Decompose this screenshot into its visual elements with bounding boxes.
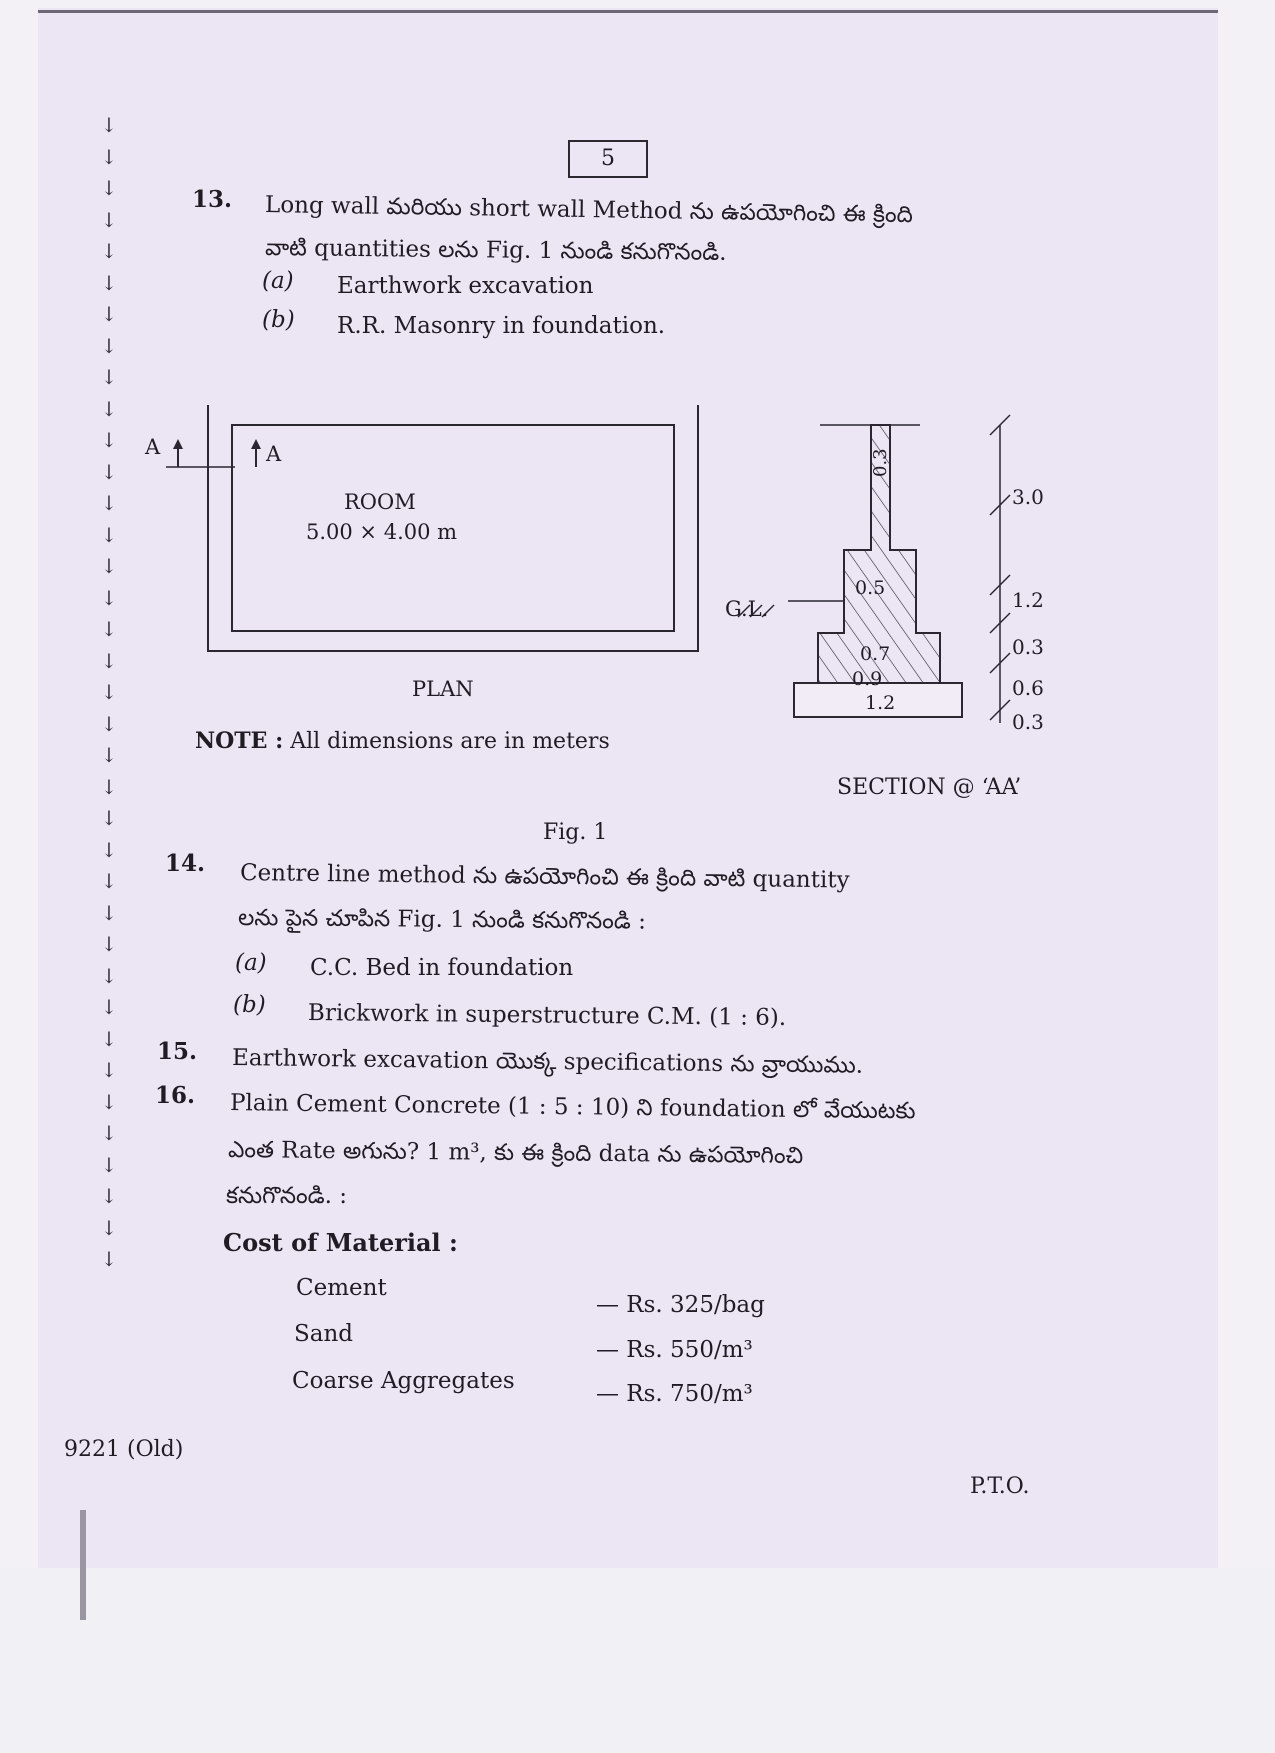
material-name: Sand bbox=[294, 1321, 354, 1347]
fold-mark bbox=[80, 1510, 86, 1620]
margin-arrow-column bbox=[100, 110, 118, 1276]
margin-arrow-icon: ↓ bbox=[100, 680, 118, 704]
figure-1 bbox=[130, 405, 1060, 815]
figure-note-text: All dimensions are in meters bbox=[290, 729, 610, 754]
q14-number: 14. bbox=[165, 850, 206, 877]
margin-arrow-icon: ↓ bbox=[100, 113, 118, 137]
material-rate: — Rs. 750/m³ bbox=[596, 1381, 753, 1407]
q16-line1: Plain Cement Concrete (1 : 5 : 10) ని foundation లో వేయుటకు bbox=[229, 1090, 916, 1125]
width-0-5-label: 0.5 bbox=[855, 577, 886, 599]
material-rate: — Rs. 550/m³ bbox=[596, 1337, 753, 1363]
q13-b-text: R.R. Masonry in foundation. bbox=[337, 313, 666, 339]
q14-a-label: (a) bbox=[235, 950, 267, 976]
margin-arrow-icon: ↓ bbox=[100, 396, 118, 421]
margin-arrow-icon: ↓ bbox=[100, 270, 118, 295]
margin-arrow-icon: ↓ bbox=[100, 428, 118, 452]
q13-line1: Long wall మరియు short wall Method ను ఉపయోగించి ఈ క్రింది bbox=[264, 192, 914, 229]
section-label: SECTION @ ‘AA’ bbox=[837, 775, 1022, 800]
margin-arrow-icon: ↓ bbox=[100, 207, 118, 232]
margin-arrow-icon: ↓ bbox=[100, 617, 118, 641]
q13-a-text: Earthwork excavation bbox=[337, 273, 594, 299]
margin-arrow-icon: ↓ bbox=[100, 459, 118, 484]
margin-arrow-icon: ↓ bbox=[100, 333, 118, 358]
margin-arrow-icon: ↓ bbox=[100, 711, 118, 736]
material-name: Cement bbox=[296, 1275, 387, 1301]
figure-note: NOTE : All dimensions are in meters bbox=[195, 728, 610, 754]
width-0-7-label: 0.7 bbox=[860, 643, 891, 665]
height-0-6-label: 0.6 bbox=[1012, 676, 1044, 700]
margin-arrow-icon: ↓ bbox=[100, 774, 118, 799]
page-number: 5 bbox=[568, 140, 648, 178]
margin-arrow-icon: ↓ bbox=[100, 585, 118, 610]
scan-background bbox=[0, 1568, 1275, 1753]
section-mark-left: A bbox=[145, 435, 161, 459]
margin-arrow-icon: ↓ bbox=[100, 806, 118, 830]
margin-arrow-icon: ↓ bbox=[100, 963, 118, 988]
margin-arrow-icon: ↓ bbox=[100, 176, 118, 200]
q14-b-label: (b) bbox=[233, 992, 266, 1018]
margin-arrow-icon: ↓ bbox=[100, 1058, 118, 1082]
ground-level-label: G.L. bbox=[725, 597, 769, 621]
margin-arrow-icon: ↓ bbox=[100, 743, 118, 767]
material-rate: — Rs. 325/bag bbox=[596, 1292, 765, 1318]
figure-caption: Fig. 1 bbox=[543, 820, 608, 845]
margin-arrow-icon: ↓ bbox=[100, 491, 118, 515]
q14-b-text: Brickwork in superstructure C.M. (1 : 6). bbox=[307, 1000, 787, 1032]
margin-arrow-icon: ↓ bbox=[100, 1089, 118, 1114]
room-size: 5.00 × 4.00 m bbox=[306, 520, 458, 544]
width-1-2-label: 1.2 bbox=[865, 692, 896, 714]
margin-arrow-icon: ↓ bbox=[100, 837, 118, 862]
margin-arrow-icon: ↓ bbox=[100, 1152, 118, 1177]
margin-arrow-icon: ↓ bbox=[100, 648, 118, 673]
margin-arrow-icon: ↓ bbox=[100, 522, 118, 547]
margin-arrow-icon: ↓ bbox=[100, 1215, 118, 1240]
height-0-3-top-label: 0.3 bbox=[1012, 635, 1044, 659]
margin-arrow-icon: ↓ bbox=[100, 1026, 118, 1051]
width-0-9-label: 0.9 bbox=[852, 668, 883, 690]
section-mark-right: A bbox=[266, 442, 282, 466]
margin-arrow-icon: ↓ bbox=[100, 1121, 118, 1145]
page-turn-note: P.T.O. bbox=[970, 1474, 1030, 1499]
plan-label: PLAN bbox=[412, 677, 474, 701]
margin-arrow-icon: ↓ bbox=[100, 900, 118, 925]
room-label: ROOM bbox=[344, 490, 416, 514]
margin-arrow-icon: ↓ bbox=[100, 1184, 118, 1208]
height-3-0-label: 3.0 bbox=[1012, 485, 1044, 509]
top-edge-line bbox=[38, 10, 1218, 13]
q15-number: 15. bbox=[157, 1038, 198, 1065]
margin-arrow-icon: ↓ bbox=[100, 239, 118, 263]
height-0-3-bottom-label: 0.3 bbox=[1012, 710, 1044, 734]
q14-line1: Centre line method ను ఉపయోగించి ఈ క్రింది వాటి quantity bbox=[239, 860, 850, 894]
margin-arrow-icon: ↓ bbox=[100, 869, 118, 893]
margin-arrow-icon: ↓ bbox=[100, 144, 118, 169]
paper-code: 9221 (Old) bbox=[64, 1437, 184, 1462]
q16-line2: ఎంత Rate అగును? 1 m³, కు ఈ క్రింది data ను ఉపయోగించి bbox=[227, 1137, 804, 1170]
cost-heading: Cost of Material : bbox=[223, 1228, 458, 1257]
height-1-2-label: 1.2 bbox=[1012, 588, 1044, 612]
q16-number: 16. bbox=[155, 1082, 196, 1109]
margin-arrow-icon: ↓ bbox=[100, 932, 118, 956]
q14-a-text: C.C. Bed in foundation bbox=[310, 955, 574, 981]
q13-a-label: (a) bbox=[262, 268, 294, 294]
q13-line2: వాటి quantities లను Fig. 1 నుండి కనుగొనండి. bbox=[264, 235, 727, 266]
q15-text: Earthwork excavation యొక్క specifications ను వ్రాయుము. bbox=[231, 1045, 864, 1079]
margin-arrow-icon: ↓ bbox=[100, 1247, 118, 1271]
q16-line3: కనుగొనండి. : bbox=[226, 1183, 348, 1209]
margin-arrow-icon: ↓ bbox=[100, 554, 118, 578]
q13-b-label: (b) bbox=[262, 307, 295, 333]
q14-line2: లను పైన చూపిన Fig. 1 నుండి కనుగొనండి : bbox=[237, 905, 647, 935]
margin-arrow-icon: ↓ bbox=[100, 995, 118, 1019]
q13-number: 13. bbox=[192, 186, 233, 213]
margin-arrow-icon: ↓ bbox=[100, 365, 118, 389]
margin-arrow-icon: ↓ bbox=[100, 302, 118, 326]
material-name: Coarse Aggregates bbox=[292, 1368, 515, 1394]
width-0-3-label: 0.3 bbox=[870, 448, 891, 477]
